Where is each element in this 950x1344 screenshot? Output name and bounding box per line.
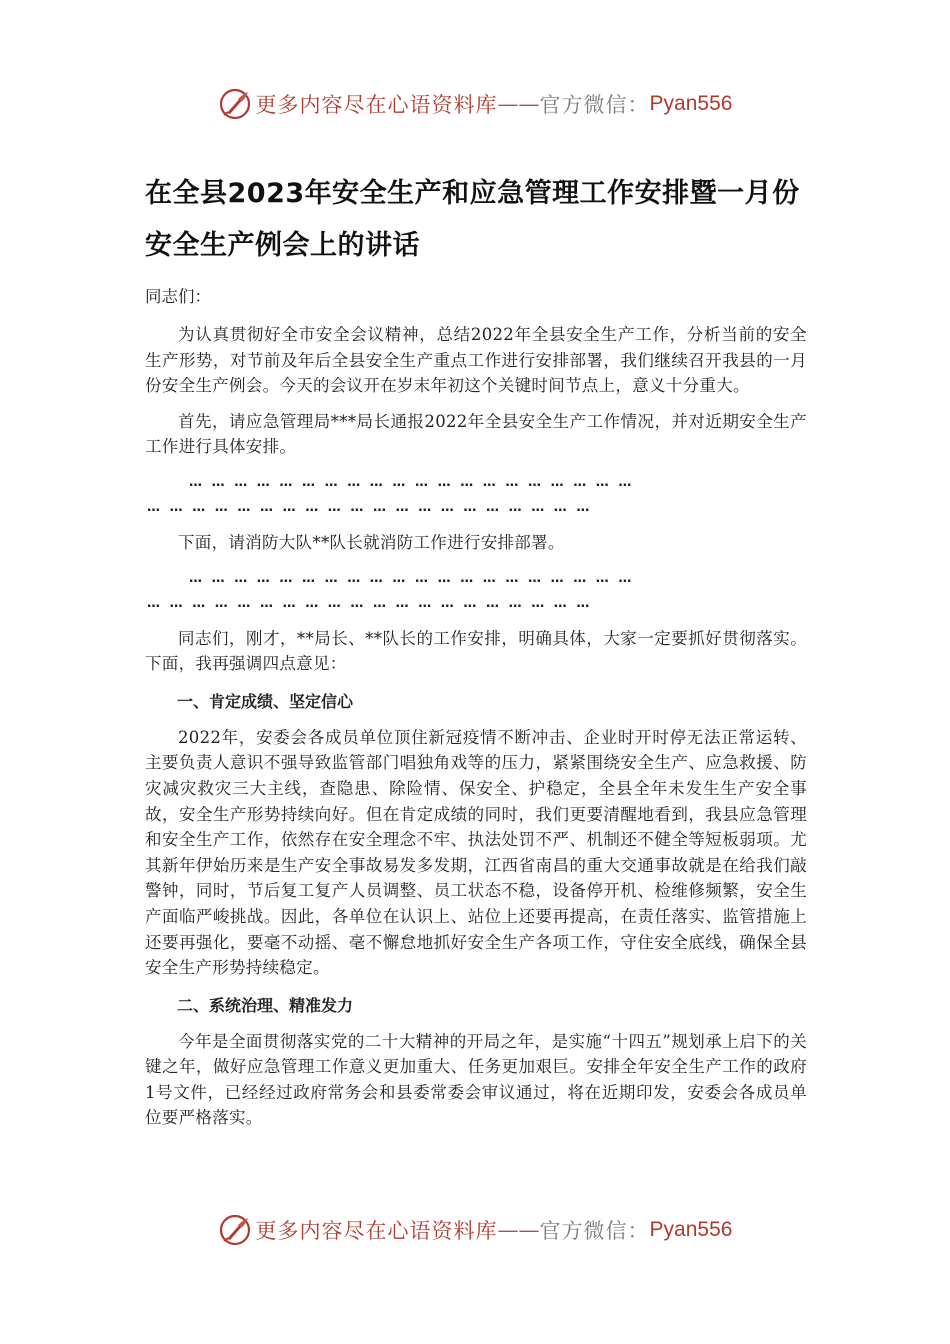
banner-official-label: 官方微信： bbox=[539, 1219, 650, 1243]
salutation: 同志们： bbox=[145, 287, 211, 306]
page-title: 在全县2023年安全生产和应急管理工作安排暨一月份安全生产例会上的讲话 bbox=[145, 178, 800, 261]
ellipsis-line: …………………………………………………… bbox=[147, 499, 599, 515]
paragraph-fire-brigade: 下面，请消防大队**队长就消防工作进行安排部署。 bbox=[178, 532, 565, 552]
paragraph-transition: 同志们，刚才，**局长、**队长的工作安排，明确具体，大家一定要抓好贯彻落实。下面，我再强调四点意见： bbox=[145, 628, 807, 674]
quill-logo-icon bbox=[218, 87, 252, 121]
ellipsis-omitted-1 bbox=[145, 470, 807, 520]
paragraph-intro: 为认真贯彻好全市安全会议精神，总结2022年全县安全生产工作，分析当前的安全生产形势，对节前及年后全县安全生产重点工作进行安排部署，我们继续召开我县的一月份安全生产例会。今天的会议开在岁末年初这个关键时间节点上，意义十分重大。 bbox=[145, 325, 807, 396]
ellipsis-line: …………………………………………………… bbox=[189, 570, 641, 586]
section-heading-2: 二、系统治理、精准发力 bbox=[177, 995, 354, 1015]
banner-wechat-id: Pyan556 bbox=[649, 1218, 733, 1241]
banner-main-text: 更多内容尽在心语资料库 bbox=[255, 93, 498, 117]
banner-separator: —— bbox=[497, 1218, 540, 1242]
banner-separator: —— bbox=[497, 92, 540, 116]
paragraph-first-speaker: 首先，请应急管理局***局长通报2022年全县安全生产工作情况，并对近期安全生产工作进行具体安排。 bbox=[145, 411, 807, 457]
document-body bbox=[145, 168, 807, 1131]
banner-official-label: 官方微信： bbox=[539, 93, 650, 117]
ellipsis-line: …………………………………………………… bbox=[147, 595, 599, 611]
banner-wechat-id: Pyan556 bbox=[649, 92, 733, 115]
quill-logo-icon bbox=[218, 1213, 252, 1247]
ellipsis-line: …………………………………………………… bbox=[189, 474, 641, 490]
ellipsis-omitted-2 bbox=[145, 566, 807, 616]
footer-banner bbox=[0, 1210, 950, 1250]
paragraph-section-2: 今年是全面贯彻落实党的二十大精神的开局之年，是实施“十四五”规划承上启下的关键之年，做好应急管理工作意义更加重大、任务更加艰巨。安排全年安全生产工作的政府1号文件，已经经过政府常务会和县委常委会审议通过，将在近期印发，安委会各成员单位要严格落实。 bbox=[145, 1031, 807, 1128]
paragraph-section-1: 2022年，安委会各成员单位顶住新冠疫情不断冲击、企业时开时停无法正常运转、主要负责人意识不强导致监管部门唱独角戏等的压力，紧紧围绕安全生产、应急救援、防灾减灾救灾三大主线，查隐患、除险情、保安全、护稳定，全县全年未发生生产安全事故，安全生产形势持续向好。但在肯定成绩的同时，我们更要清醒地看到，我县应急管理和安全生产工作，依然存在安全理念不牢、执法处罚不严、机制还不健全等短板弱项。尤其新年伊始历来是生产安全事故易发多发期，江西省南昌的重大交通事故就是在给我们敲警钟，同时，节后复工复产人员调整、员工状态不稳，设备停开机、检维修频繁，安全生产面临严峻挑战。因此，各单位在认识上、站位上还要再提高，在责任落实、监管措施上还要再强化，要毫不动摇、毫不懈怠地抓好安全生产各项工作，守住安全底线，确保全县安全生产形势持续稳定。 bbox=[145, 727, 807, 978]
header-banner bbox=[0, 84, 950, 124]
section-heading-1: 一、肯定成绩、坚定信心 bbox=[177, 691, 354, 711]
banner-main-text: 更多内容尽在心语资料库 bbox=[255, 1219, 498, 1243]
